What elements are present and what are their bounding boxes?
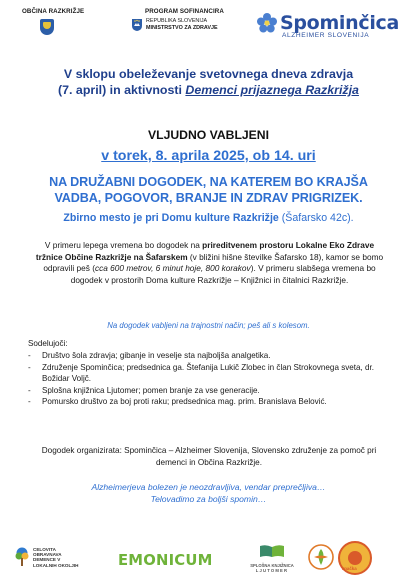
organizer-text: Dogodek organizirata: Spominčica – Alzheimer Slovenija, Slovensko združenje za pomoč pri demenci in Občina Razkrižje.: [41, 446, 377, 467]
flower-icon: [308, 543, 334, 575]
obcina-logo: [22, 8, 102, 40]
event-line2: VADBA, POGOVOR, BRANJE IN ZDRAV PRIGRIZEK.: [54, 191, 363, 205]
meeting-point: [0, 212, 417, 224]
emonicum-text: EMONICUM: [118, 552, 213, 569]
celovita-line4: LOKALNIH OKOLJIH: [33, 562, 79, 568]
meeting-bold: Zbirno mesto je pri Domu kulture Razkrižje: [63, 212, 279, 224]
participant-item: - Splošna knjižnica Ljutomer; pomen branje za vse generacije.: [28, 385, 396, 396]
meeting-rest: (Šafarsko 42c).: [278, 212, 354, 224]
program-label: PROGRAM SOFINANCIRA: [145, 8, 224, 15]
ministry-line2: MINISTRSTVO ZA ZDRAVJE: [146, 24, 218, 31]
transport-note: Na dogodek vabljeni na trajnostni način; peš ali s kolesom.: [107, 321, 310, 330]
badge-logo: [338, 541, 372, 575]
para-bold: prireditvenem prostoru Lokalne Eko Zdrave tržnice Občine Razkrižje na Šafarskem: [35, 240, 375, 262]
intro-line2-prefix: (7. april) in aktivnosti: [58, 83, 186, 97]
celovita-line2: OBRAVNAVA: [33, 552, 62, 558]
para-part3: ). V primeru slabšega vremena bo dogodek v prostorih Doma kulture Razkrižje – Knjižnici in čitalnici Razkrižje.: [70, 263, 376, 286]
forget-me-not-icon: [256, 12, 278, 34]
location-paragraph: [32, 240, 387, 287]
brand-name: Spominčica: [280, 12, 400, 34]
obcina-name: OBČINA RAZKRIŽJE: [22, 8, 85, 15]
emonicum-logo: [118, 552, 213, 570]
brand-sub: ALZHEIMER SLOVENIJA: [282, 32, 370, 39]
para-italic: cca 600 metrov, 6 minut hoje, 800 korakov: [94, 263, 251, 274]
book-icon: [259, 544, 285, 558]
slogan-line2: Telovadimo za boljši spomin…: [150, 494, 267, 504]
ribbon-logo: [308, 543, 334, 580]
library-line1: SPLOŠNA KNJIŽNICA: [250, 563, 294, 568]
celovita-line3: DEMENCE V: [33, 557, 61, 563]
celovita-line1: CELOVITA: [33, 547, 56, 552]
intro-line2-emph: Demenci prijaznega Razkrižja: [185, 83, 359, 97]
participants-heading: Sodelujoči:: [28, 339, 68, 348]
participant-item: - Pomursko društvo za boj proti raku; predsednica mag. prim. Branislava Belović.: [28, 396, 396, 407]
invite-heading: VLJUDNO VABLJENI: [148, 128, 269, 142]
spomincica-logo: [256, 12, 406, 39]
event-line1: NA DRUŽABNI DOGODEK, NA KATEREM BO KRAJŠA: [49, 175, 368, 189]
intro-line2: [0, 82, 417, 98]
celovita-logo: [14, 547, 78, 568]
participant-item: - Združenje Spominčica; predsednica ga. Štefanija Lukič Zlobec in član Strokovnega sveta, dr. Božidar Voljč.: [28, 362, 396, 385]
slovenia-crest-icon: [131, 18, 143, 32]
obcina-crest-icon: [40, 19, 102, 40]
ministry-line1: REPUBLIKA SLOVENIJA: [146, 18, 208, 24]
para-part2: (v bližini hišne številke Šafarsko 18), kamor se bomo odpravili peš (: [43, 251, 384, 274]
para-part1: V primeru lepega vremena bo dogodek na: [44, 240, 203, 250]
tree-icon: [14, 547, 30, 567]
ministry-logo: [131, 8, 241, 32]
event-description: [0, 174, 417, 206]
participant-item: - Društvo šola zdravja; gibanje in veselje sta najboljša analgetika.: [28, 350, 396, 361]
slogan: [0, 481, 417, 505]
library-logo: [242, 544, 302, 573]
slogan-line1: Alzheimerjeva bolezen je neozdravljiva, vendar preprečljiva…: [91, 482, 326, 492]
footer-logos: [0, 541, 417, 581]
intro-line1: V sklopu obeleževanje svetovnega dneva zdravja: [63, 67, 354, 81]
participants-list: [28, 350, 396, 407]
library-line2: LJUTOMER: [255, 568, 289, 574]
event-date: v torek, 8. aprila 2025, ob 14. uri: [101, 148, 316, 164]
participants-section: [28, 338, 396, 407]
intro-block: [0, 66, 417, 98]
header-logos: [0, 8, 417, 58]
badge-label: značka: [342, 566, 357, 571]
